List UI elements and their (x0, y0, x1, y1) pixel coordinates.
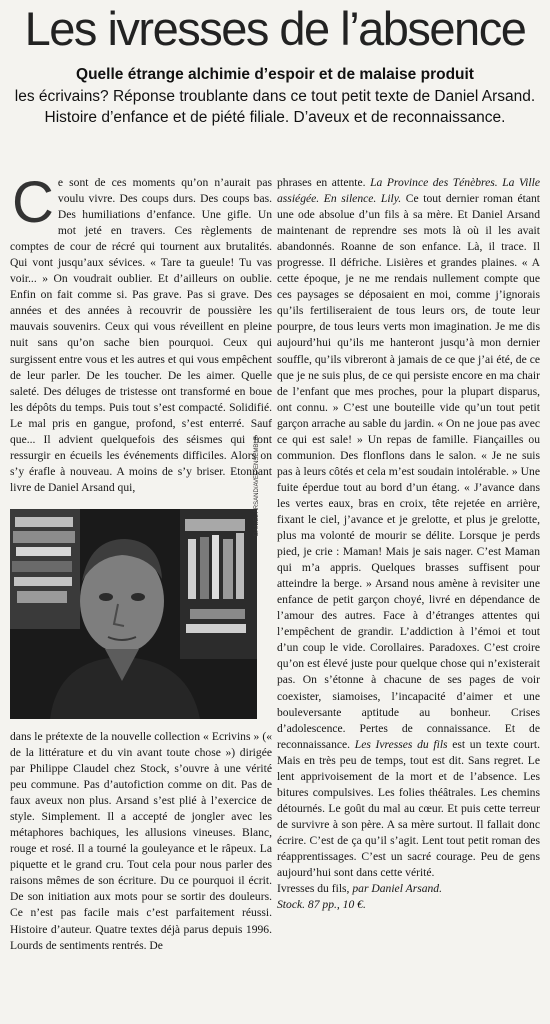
author-portrait-image (10, 509, 257, 719)
author-photo (10, 509, 257, 719)
paragraph-collection: dans le prétexte de la nouvelle collection « Ecrivins » (« de la littérature et du vin avant toute chose ») dirigée par Philippe Claudel chez Stock, s’ouvre à une vérité peu commune. Pas d’autofiction comme on dit. Pas de faux aveux non plus. Arsand s’est plié à l’exercice de style. Simplement. Il a accepté de jongler avec les métaphores bachiques, les allusions vineuses. Blanc, rouge et rosé. Il a tourné la gouleyance et le râpeux. La piquette et le grand cru. Tout cela pour nous parler des raisons mêmes de son écriture. Du ce pourquoi il écrit. De son initiation aux mots pour se sortir des douleurs. Ce n’est pas facile mais c’est parfaitement réussi. Histoire d’auteur. Quatre textes déjà parus depuis 1996. Lourds de sentiments rentrés. De (10, 729, 272, 952)
main-text-a: phrases en attente. (277, 176, 366, 189)
drop-cap: C (12, 170, 54, 235)
reference-publisher: Stock. 87 pp., 10 €. (277, 898, 366, 912)
column-left (10, 170, 272, 954)
photo-credit: DANIEL ARSAND/AVEC ENSEMBLE (254, 436, 260, 536)
intro-text: e sont de ces moments qu’on n’aurait pas voulu vivre. Des coups durs. Des coups bas. Des humiliations d’enfance. Une gifle. Un mot jeté en travers. Ces règlements de comptes de cour de récré qui tournent aux brutalités. Qui vont jusqu’aux sévices. « Tare ta gueule! Tu vas voir... » On voudrait oublier. Et d’ailleurs on oublie. Enfin on fait comme si. Pas grave. Pas si grave. Des années et des années à recouvrir de poussière les mauvais souvenirs. Ceux qui vous réveillent en pleine nuit sans qu’on sache bien pourquoi. Ceux qui surgissent entre vous et les autres et qui vous empêchent de leur parler. De les toucher. De les aimer. Quelle saleté. Des déluges de tristesse ont transformé en boue les dépôts du temps. Puis tout s’est compacté. Solidifié. Le mal pris en gangue, profond, s’est enterré. Sauf que... Il advient quelquefois des séismes qui font ressurgir en écueils les événements difficiles. Alors on s’y érafle à nouveau. A moins de s’y briser. Etonnant livre de Daniel Arsand qui, (10, 176, 272, 494)
subtitle-rest: les écrivains? Réponse troublante dans ce tout petit texte de Daniel Arsand. Histoire d’enfance et de piété filiale. D’aveux et de reconnaissance. (14, 87, 536, 126)
reference-book: Ivresses du fils, (277, 882, 350, 896)
book-title-inline: Les Ivresses du fils (354, 737, 448, 751)
reference-author: par Daniel Arsand. (352, 882, 443, 896)
paragraph-intro (10, 170, 272, 496)
column-right (277, 175, 540, 913)
main-text-b: Ce tout dernier roman étant une ode absolue d’un fils à sa mère. Et Daniel Arsand maintenant de reprendre ses mots là où il les avait abandonnés. Roanne de son enfance. Là, il trace. Il progresse. Il défriche. Lisières et grandes plaines. « A cette époque, je ne me rendais nullement compte que ces paysages se déposaient en moi, comme j’ignorais qu’ils fertiliseraient de tous leurs ors, de toute leur pourpre, de tous leurs verts mon imagination. Je me dis aujourd’hui qu’ils me hanteront jusqu’à mon dernier souffle, qu’ils vibreront à jamais de ce que j’ai été, de ce que je ne suis plus, de ce qui persiste encore en ma chair de l’enfant que mes proches, pour la plupart disparus, ont connu. » C’est une bouteille vide qu’un tout petit garçon arrache au sable du jardin. « On ne joue pas avec ce qui est sale! » Un repas de famille. Fiançailles ou communion. Des flonflons dans le salon. « Je ne suis pas à leurs côtés et cela m’est soudain intolérable. » Une fuite éperdue tout au bord d’un étang. « J’avance dans les vertes eaux, bras en croix, tête rejetée en arrière, fixant le ciel, j’avance et je grelotte, et plus je grelotte, plus ma volonté de mourir se délite. Lorsque je perds pied, je crie : Maman! Mais je sais nager. C’est Maman qui m’a appris. Quelques brasses suffisent pour atteindre la berge. » Arsand nous amène à revisiter une enfance de petit garçon choyé, livré en dépendance de l’amour des autres. Face à d’étranges attentes qui l’empêchent de grandir. L’addiction à l’émoi et tout d’un coup le vide. Corollaires. Paradoxes. C’est croire qu’on est élevé juste pour quelque chose qui n’existerait pas. On s’étonne à chacune de ses pages de voir coexister, siamoises, l’incapacité d’aimer et une bouleversante aptitude au bonheur. Crises d’adolescence. Pertes de connaissance. Et de reconnaissance. (277, 192, 540, 751)
book-titles: La Province des Ténèbres. La Ville assiégée. En silence. Lily. (277, 176, 540, 206)
article-subtitle (8, 64, 542, 129)
article-title: Les ivresses de l’absence (24, 2, 526, 55)
book-reference (277, 881, 540, 913)
paragraph-main (277, 175, 540, 881)
subtitle-lead: Quelle étrange alchimie d’espoir et de malaise produit (76, 66, 474, 83)
main-text-c: est un texte court. Mais en très peu de temps, tout est dit. Sans regret. Le lent apprivoisement de la mort et de l’absence. Les bitures compulsives. Les folies théâtrales. Les chemins détournés. Le goût du mal au cœur. Et puis cette terreur de survivre à son père. A sa mère surtout. Il fallait donc écrire. C’est de ça qu’il s’agit. Lent tout petit roman des réapprentissages. C’est un sacré courage. Peu de gens aujourd’hui sont dans cette vérité. (277, 737, 540, 880)
